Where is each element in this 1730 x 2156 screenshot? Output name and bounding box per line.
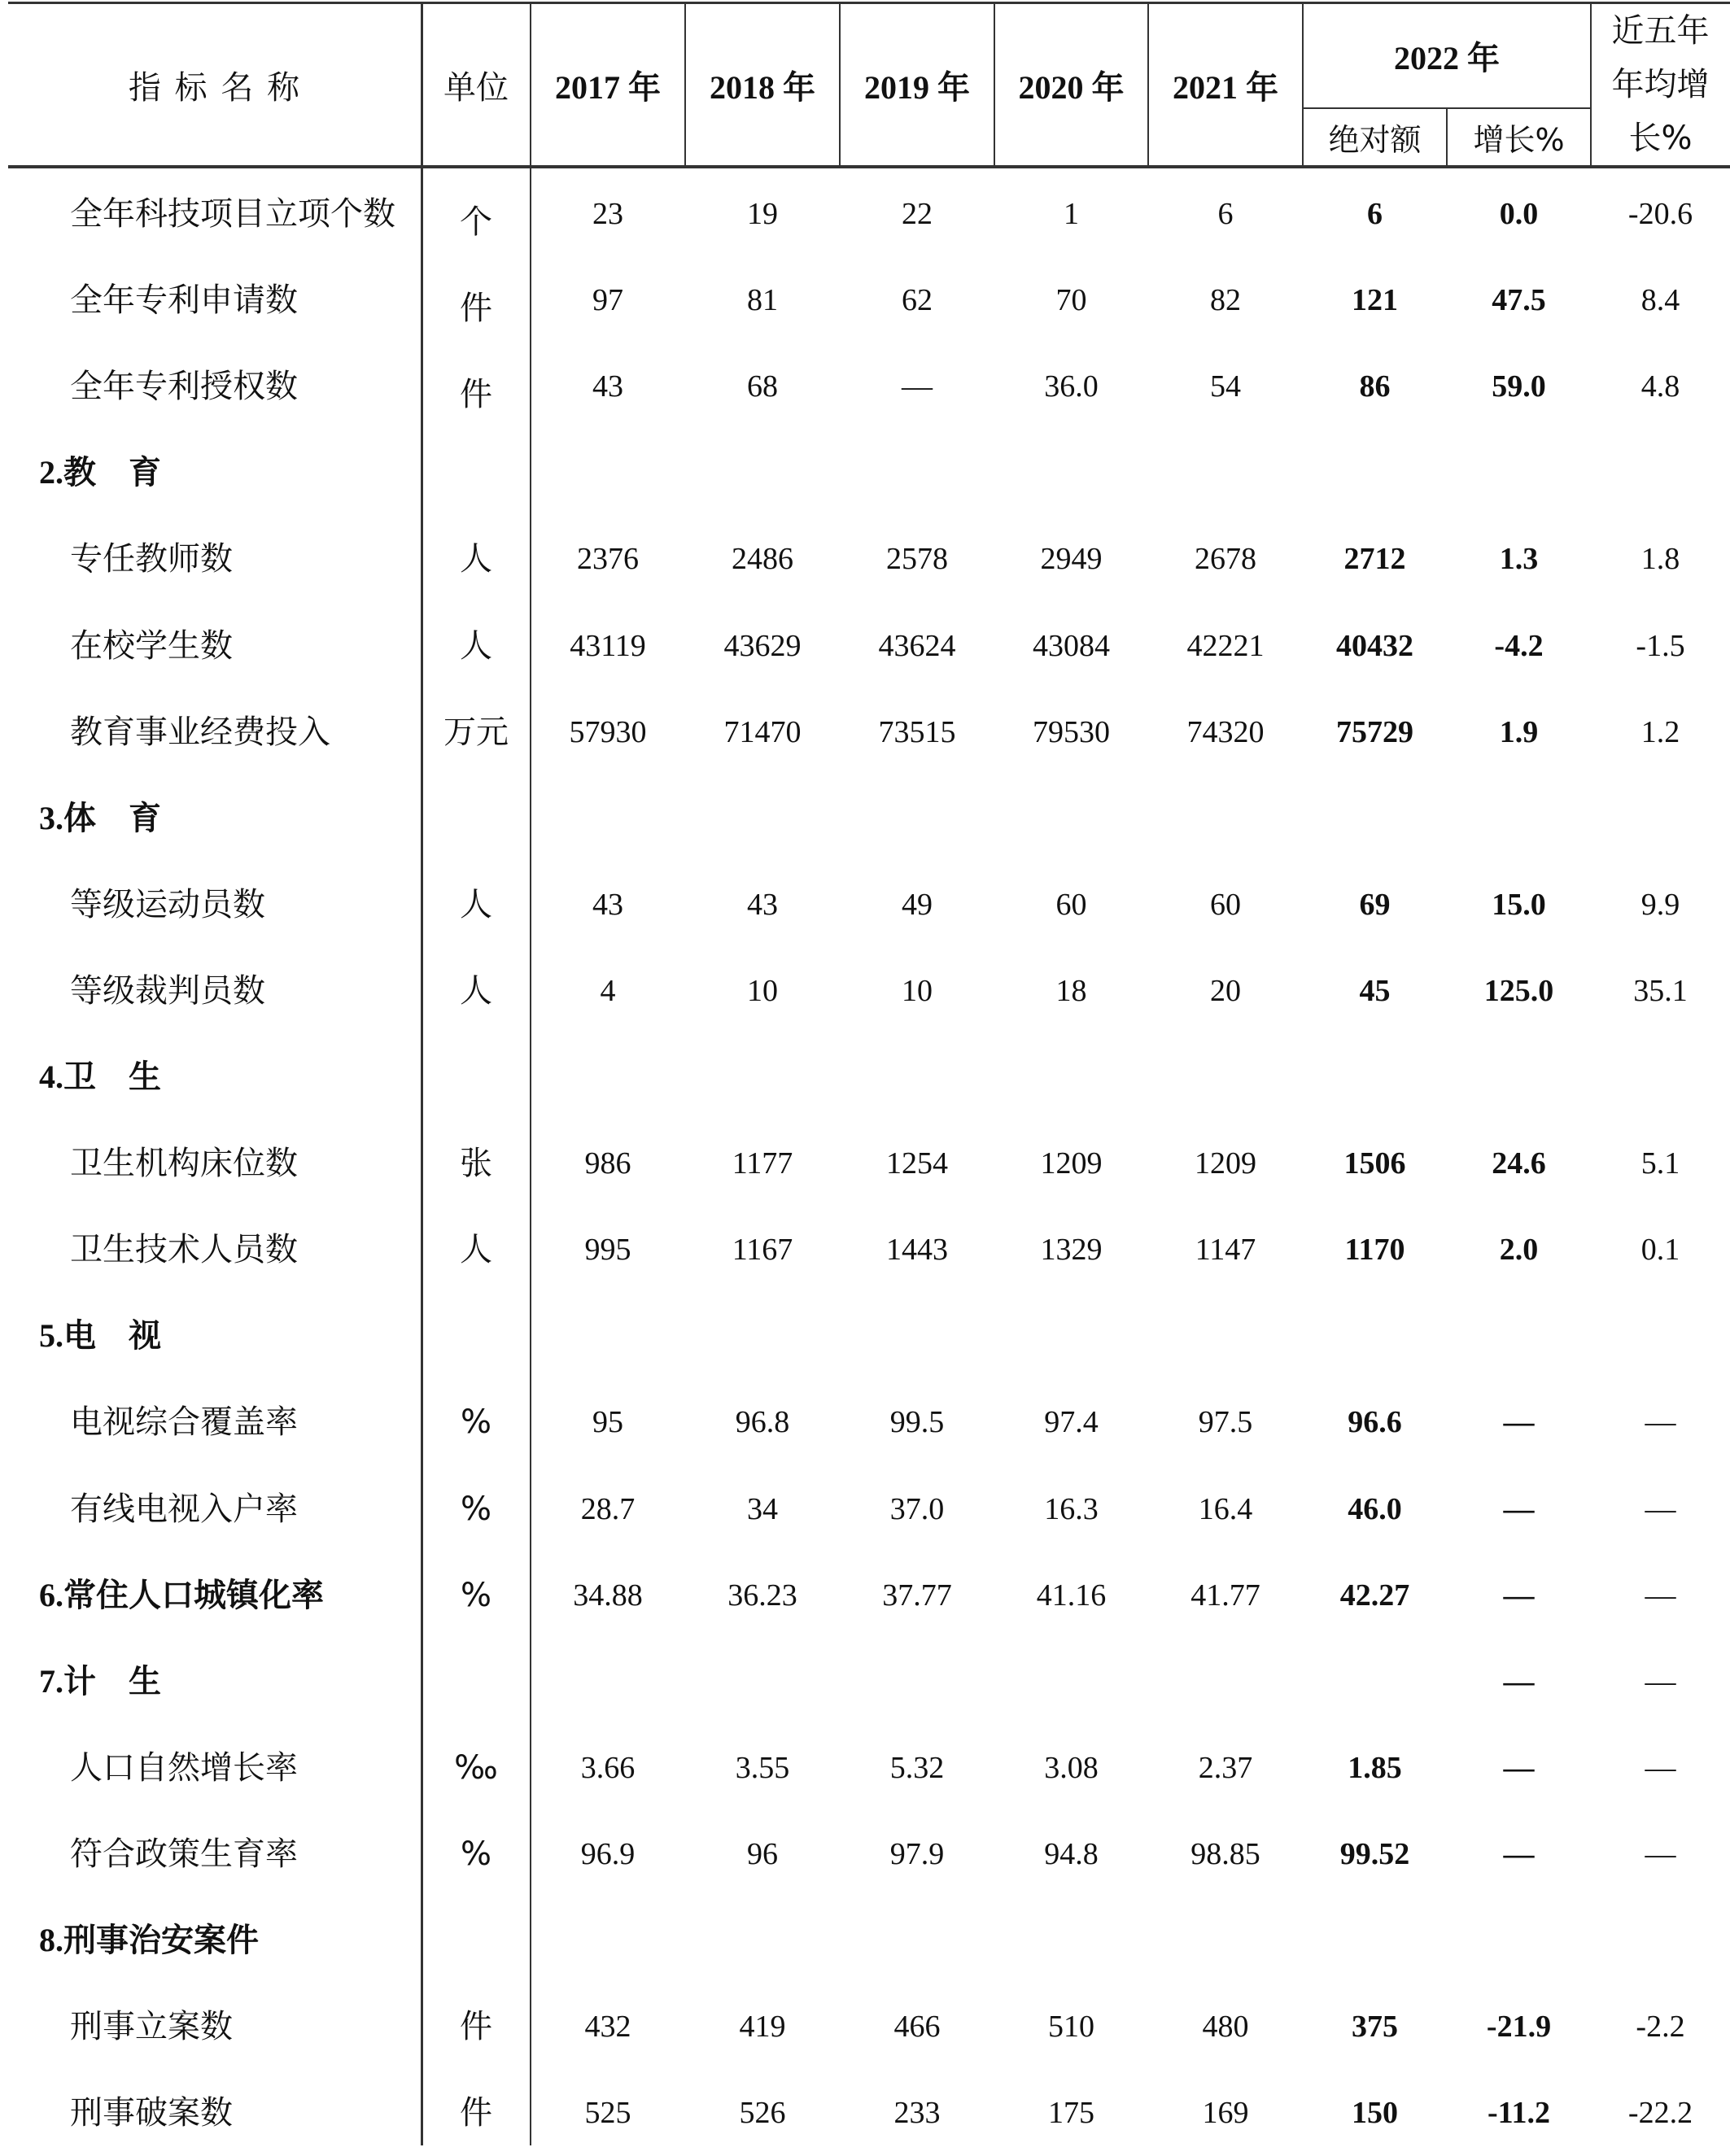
value-growth: 59.0 <box>1492 369 1546 404</box>
value-v2020: 97.4 <box>1044 1405 1099 1440</box>
value-v2017: 43119 <box>570 628 646 663</box>
value-v2020: 79530 <box>1033 714 1110 749</box>
value-v2019: 22 <box>902 197 933 231</box>
col-divider-2022-sub <box>1446 107 1448 166</box>
value-v2021: 480 <box>1202 2010 1249 2045</box>
value-v2021: 1209 <box>1195 1146 1256 1181</box>
header-avg-line1: 近五年 <box>1611 12 1710 50</box>
value-avg5: -20.6 <box>1627 197 1693 231</box>
value-v2021 <box>1148 1293 1303 1379</box>
value-growth: -11.2 <box>1487 2096 1551 2131</box>
value-v2018: 96.8 <box>735 1405 790 1440</box>
value-v2019 <box>840 1639 994 1725</box>
value-avg5: 9.9 <box>1640 887 1680 922</box>
unit-cell: 件 <box>460 290 492 328</box>
header-growth-percent: 增长% <box>1473 121 1565 158</box>
value-avg5: -22.2 <box>1627 2096 1693 2131</box>
value-v2019: 1443 <box>886 1233 948 1268</box>
value-avg5 <box>1591 1897 1730 1984</box>
unit-cell <box>422 1897 531 1984</box>
value-v2018: 526 <box>739 2096 786 2131</box>
value-v2019: 1254 <box>886 1146 948 1181</box>
value-v2022: 96.6 <box>1348 1405 1402 1440</box>
value-avg5: -1.5 <box>1636 628 1685 663</box>
value-avg5: — <box>1645 1491 1676 1526</box>
value-v2021 <box>1148 1034 1303 1120</box>
header-2020: 2020 年 <box>1018 68 1125 106</box>
value-v2022: 6 <box>1367 197 1383 231</box>
value-v2019: 73515 <box>878 714 956 749</box>
unit-cell <box>422 430 531 516</box>
value-v2021: 97.5 <box>1198 1405 1253 1440</box>
unit-cell: 人 <box>460 626 492 665</box>
value-v2020: 510 <box>1048 2010 1094 2045</box>
section-title: 8.刑事治安案件 <box>39 1922 259 1958</box>
value-growth: -21.9 <box>1486 2010 1552 2045</box>
value-v2020: 94.8 <box>1044 1836 1099 1871</box>
value-growth: — <box>1503 1405 1535 1440</box>
value-v2020: 16.3 <box>1044 1491 1099 1526</box>
unit-cell: 张 <box>460 1145 492 1183</box>
unit-cell: ‰ <box>454 1748 498 1787</box>
value-v2020: 175 <box>1048 2096 1094 2131</box>
value-growth <box>1447 1034 1591 1120</box>
value-v2018: 43629 <box>723 628 802 663</box>
header-indicator-name: 指 标 名 称 <box>128 68 302 107</box>
value-v2021: 6 <box>1217 197 1234 231</box>
value-v2019 <box>840 1897 994 1984</box>
value-v2021: 54 <box>1210 369 1241 404</box>
value-v2021: 169 <box>1202 2096 1249 2131</box>
value-v2018: 96 <box>747 1836 778 1871</box>
value-avg5: — <box>1645 1664 1676 1699</box>
indicator-name: 刑事破案数 <box>70 2094 233 2132</box>
indicator-name: 全年专利申请数 <box>70 282 298 320</box>
value-v2018: 1177 <box>732 1146 793 1181</box>
value-v2018: 81 <box>747 283 778 318</box>
indicator-name: 等级运动员数 <box>70 885 265 923</box>
value-v2017: 96.9 <box>580 1836 636 1871</box>
indicator-name: 专任教师数 <box>70 540 233 578</box>
value-avg5: -2.2 <box>1636 2010 1685 2045</box>
value-v2022: 150 <box>1352 2096 1398 2131</box>
value-v2022: 42.27 <box>1339 1578 1410 1613</box>
value-v2022 <box>1303 1897 1447 1984</box>
col-divider-2022 <box>1590 2 1592 166</box>
value-v2017: 4 <box>600 973 616 1008</box>
value-v2019: 37.0 <box>889 1491 945 1526</box>
unit-cell: % <box>460 1403 491 1442</box>
value-v2018: 34 <box>747 1491 778 1526</box>
unit-cell: 万元 <box>443 713 509 751</box>
value-v2018 <box>685 430 840 516</box>
value-growth: 15.0 <box>1492 887 1546 922</box>
value-v2022 <box>1303 430 1447 516</box>
indicator-name: 全年专利授权数 <box>70 368 298 406</box>
value-v2019: 97.9 <box>889 1836 945 1871</box>
indicator-name: 电视综合覆盖率 <box>70 1403 298 1442</box>
value-avg5: — <box>1645 1750 1676 1785</box>
value-v2020: 70 <box>1055 283 1087 318</box>
unit-cell <box>422 1293 531 1379</box>
value-v2021 <box>1148 1897 1303 1984</box>
value-v2019: 43624 <box>878 628 956 663</box>
value-v2020 <box>994 430 1148 516</box>
value-v2021 <box>1148 1639 1303 1725</box>
value-growth: — <box>1503 1578 1535 1613</box>
value-v2019: 466 <box>893 2010 941 2045</box>
value-v2017: 995 <box>584 1233 631 1268</box>
value-v2017: 23 <box>592 197 623 231</box>
value-v2019: 5.32 <box>889 1750 945 1785</box>
value-avg5: — <box>1645 1578 1676 1613</box>
value-v2020: 3.08 <box>1044 1750 1099 1785</box>
header-2022: 2022 年 <box>1394 39 1500 76</box>
header-avg-line2: 年均增 <box>1611 66 1710 103</box>
value-v2022: 45 <box>1359 973 1391 1008</box>
value-growth: 47.5 <box>1492 283 1546 318</box>
value-v2018 <box>685 1639 840 1725</box>
value-v2021: 41.77 <box>1190 1578 1260 1613</box>
indicator-name: 在校学生数 <box>70 626 233 665</box>
value-growth <box>1447 1897 1591 1984</box>
header-2019: 2019 年 <box>864 68 970 106</box>
value-v2018: 1167 <box>732 1233 793 1268</box>
value-v2021: 2.37 <box>1198 1750 1253 1785</box>
value-v2018 <box>685 775 840 862</box>
value-v2017: 95 <box>592 1405 623 1440</box>
value-v2020: 1209 <box>1040 1146 1103 1181</box>
value-v2018 <box>685 1293 840 1379</box>
value-growth: 2.0 <box>1499 1233 1539 1268</box>
value-v2022: 1506 <box>1343 1146 1406 1181</box>
value-v2018 <box>685 1897 840 1984</box>
unit-cell: 人 <box>460 971 492 1010</box>
value-v2019: 2578 <box>886 542 948 577</box>
value-v2020 <box>994 775 1148 862</box>
value-v2017: 97 <box>592 283 623 318</box>
value-v2020 <box>994 1293 1148 1379</box>
value-v2017: 28.7 <box>580 1491 636 1526</box>
value-v2020: 36.0 <box>1044 369 1099 404</box>
value-growth: -4.2 <box>1494 628 1544 663</box>
unit-cell: 人 <box>460 885 492 923</box>
value-v2017: 525 <box>584 2096 631 2131</box>
value-v2022: 121 <box>1352 283 1398 318</box>
indicator-name: 符合政策生育率 <box>70 1835 298 1873</box>
indicator-name: 全年科技项目立项个数 <box>70 195 395 233</box>
value-v2021 <box>1148 430 1303 516</box>
value-v2020 <box>994 1897 1148 1984</box>
value-v2019: 99.5 <box>889 1405 945 1440</box>
value-v2017: 34.88 <box>573 1578 643 1613</box>
value-growth: — <box>1503 1664 1535 1699</box>
value-v2022 <box>1303 775 1447 862</box>
value-v2022: 1170 <box>1344 1233 1405 1268</box>
value-v2019: 62 <box>902 283 933 318</box>
unit-cell: % <box>460 1835 491 1873</box>
unit-cell: 个 <box>460 203 492 241</box>
unit-cell: % <box>460 1490 491 1528</box>
value-v2017 <box>531 1293 685 1379</box>
value-avg5 <box>1591 775 1730 862</box>
value-avg5: 5.1 <box>1640 1146 1680 1181</box>
value-avg5 <box>1591 430 1730 516</box>
value-v2019 <box>840 1293 994 1379</box>
value-v2020 <box>994 1639 1148 1725</box>
indicator-name: 卫生机构床位数 <box>70 1145 298 1183</box>
value-v2022 <box>1303 1293 1447 1379</box>
unit-cell <box>422 1639 531 1725</box>
section-title: 3.体 育 <box>39 799 161 836</box>
value-growth: 1.9 <box>1499 714 1539 749</box>
col-divider-2020 <box>1147 2 1149 166</box>
value-v2021: 20 <box>1210 973 1241 1008</box>
col-divider-2018 <box>839 2 841 166</box>
unit-cell: 件 <box>460 376 492 414</box>
header-bottom-border <box>8 165 1730 168</box>
value-avg5 <box>1591 1293 1730 1379</box>
value-v2022: 69 <box>1359 887 1391 922</box>
value-v2017 <box>531 1034 685 1120</box>
value-avg5: 8.4 <box>1640 283 1680 318</box>
value-v2017: 43 <box>592 887 623 922</box>
value-v2019 <box>840 1034 994 1120</box>
value-avg5: 35.1 <box>1633 973 1688 1008</box>
value-v2020: 2949 <box>1040 542 1103 577</box>
value-v2018: 68 <box>747 369 778 404</box>
header-five-year-average <box>1591 3 1730 166</box>
col-divider-2017 <box>684 2 686 166</box>
value-v2019: 10 <box>902 973 933 1008</box>
value-v2017: 2376 <box>577 542 639 577</box>
indicator-name: 刑事立案数 <box>70 2008 233 2046</box>
value-growth <box>1447 1293 1591 1379</box>
value-v2018: 2486 <box>732 542 793 577</box>
section-title: 4.卫 生 <box>39 1058 161 1095</box>
value-avg5 <box>1591 1034 1730 1120</box>
value-v2020: 18 <box>1055 973 1087 1008</box>
value-avg5: — <box>1645 1836 1676 1871</box>
value-v2022: 40432 <box>1336 628 1413 663</box>
value-v2022: 375 <box>1352 2010 1398 2045</box>
unit-cell: 件 <box>460 2094 492 2132</box>
unit-cell <box>422 775 531 862</box>
indicator-name: 有线电视入户率 <box>70 1490 298 1528</box>
indicator-name: 教育事业经费投入 <box>70 713 330 751</box>
unit-cell: % <box>460 1576 491 1614</box>
value-v2017 <box>531 1897 685 1984</box>
value-v2022: 2712 <box>1343 542 1406 577</box>
value-v2020: 1 <box>1064 197 1079 231</box>
value-v2022 <box>1303 1639 1447 1725</box>
section-title: 7.计 生 <box>39 1662 161 1700</box>
value-avg5: 1.8 <box>1640 542 1680 577</box>
value-v2018: 43 <box>747 887 778 922</box>
header-2021: 2021 年 <box>1173 68 1278 106</box>
value-v2022: 86 <box>1359 369 1391 404</box>
value-v2018: 19 <box>747 197 778 231</box>
value-v2020: 1329 <box>1040 1233 1103 1268</box>
value-v2017 <box>531 775 685 862</box>
value-v2020: 60 <box>1055 887 1087 922</box>
value-v2021: 2678 <box>1195 542 1256 577</box>
value-v2022: 75729 <box>1336 714 1413 749</box>
value-growth: 24.6 <box>1492 1146 1546 1181</box>
header-2018: 2018 年 <box>710 68 815 106</box>
value-growth <box>1447 775 1591 862</box>
value-avg5: 0.1 <box>1640 1233 1680 1268</box>
value-v2018: 3.55 <box>735 1750 790 1785</box>
value-v2017: 43 <box>592 369 623 404</box>
section-title: 6.常住人口城镇化率 <box>39 1576 324 1613</box>
value-v2020 <box>994 1034 1148 1120</box>
value-v2018: 36.23 <box>727 1578 797 1613</box>
value-v2020: 41.16 <box>1036 1578 1107 1613</box>
value-v2018: 10 <box>747 973 778 1008</box>
value-avg5: 1.2 <box>1640 714 1680 749</box>
value-v2019 <box>840 775 994 862</box>
value-v2019 <box>840 430 994 516</box>
value-v2018: 419 <box>739 2010 786 2045</box>
header-absolute-amount: 绝对额 <box>1328 121 1422 158</box>
value-growth <box>1447 430 1591 516</box>
value-v2020: 43084 <box>1033 628 1110 663</box>
value-v2022: 1.85 <box>1348 1750 1402 1785</box>
unit-cell: 人 <box>460 1231 492 1269</box>
value-v2019: 49 <box>902 887 933 922</box>
unit-cell: 人 <box>460 540 492 578</box>
col-divider-2019 <box>994 2 995 166</box>
value-growth: — <box>1503 1750 1535 1785</box>
value-v2021: 1147 <box>1195 1233 1256 1268</box>
value-avg5: 4.8 <box>1640 369 1680 404</box>
unit-cell: 件 <box>460 2008 492 2046</box>
indicator-name: 人口自然增长率 <box>70 1748 298 1787</box>
value-v2017: 3.66 <box>580 1750 636 1785</box>
value-v2017 <box>531 1639 685 1725</box>
value-v2021: 82 <box>1210 283 1241 318</box>
value-v2022 <box>1303 1034 1447 1120</box>
value-v2021: 74320 <box>1186 714 1265 749</box>
value-v2021: 42221 <box>1186 628 1265 663</box>
value-v2017 <box>531 430 685 516</box>
value-v2018: 71470 <box>723 714 802 749</box>
value-growth: 0.0 <box>1499 197 1539 231</box>
section-title: 5.电 视 <box>39 1317 161 1355</box>
top-border <box>8 2 1730 4</box>
col-divider-2021 <box>1302 2 1304 166</box>
section-title: 2.教 育 <box>39 454 161 491</box>
header-2017: 2017 年 <box>555 68 661 106</box>
header-unit: 单位 <box>443 68 509 107</box>
value-v2018 <box>685 1034 840 1120</box>
value-growth: 1.3 <box>1499 542 1539 577</box>
value-v2021: 98.85 <box>1190 1836 1260 1871</box>
header-avg-line3: 长% <box>1628 120 1693 157</box>
value-v2019: 233 <box>893 2096 941 2131</box>
value-v2021: 16.4 <box>1198 1491 1253 1526</box>
value-growth: 125.0 <box>1483 973 1554 1008</box>
value-v2017: 432 <box>584 2010 631 2045</box>
indicator-name: 等级裁判员数 <box>70 971 265 1010</box>
value-avg5: — <box>1645 1405 1676 1440</box>
value-v2017: 986 <box>584 1146 631 1181</box>
value-v2021 <box>1148 775 1303 862</box>
value-v2022: 99.52 <box>1339 1836 1410 1871</box>
unit-cell <box>422 1034 531 1120</box>
indicator-name: 卫生技术人员数 <box>70 1231 298 1269</box>
value-v2021: 60 <box>1210 887 1241 922</box>
value-v2022: 46.0 <box>1348 1491 1402 1526</box>
value-v2017: 57930 <box>569 714 647 749</box>
value-v2019: — <box>902 369 933 404</box>
value-v2019: 37.77 <box>882 1578 952 1613</box>
value-growth: — <box>1503 1836 1535 1871</box>
value-growth: — <box>1503 1491 1535 1526</box>
